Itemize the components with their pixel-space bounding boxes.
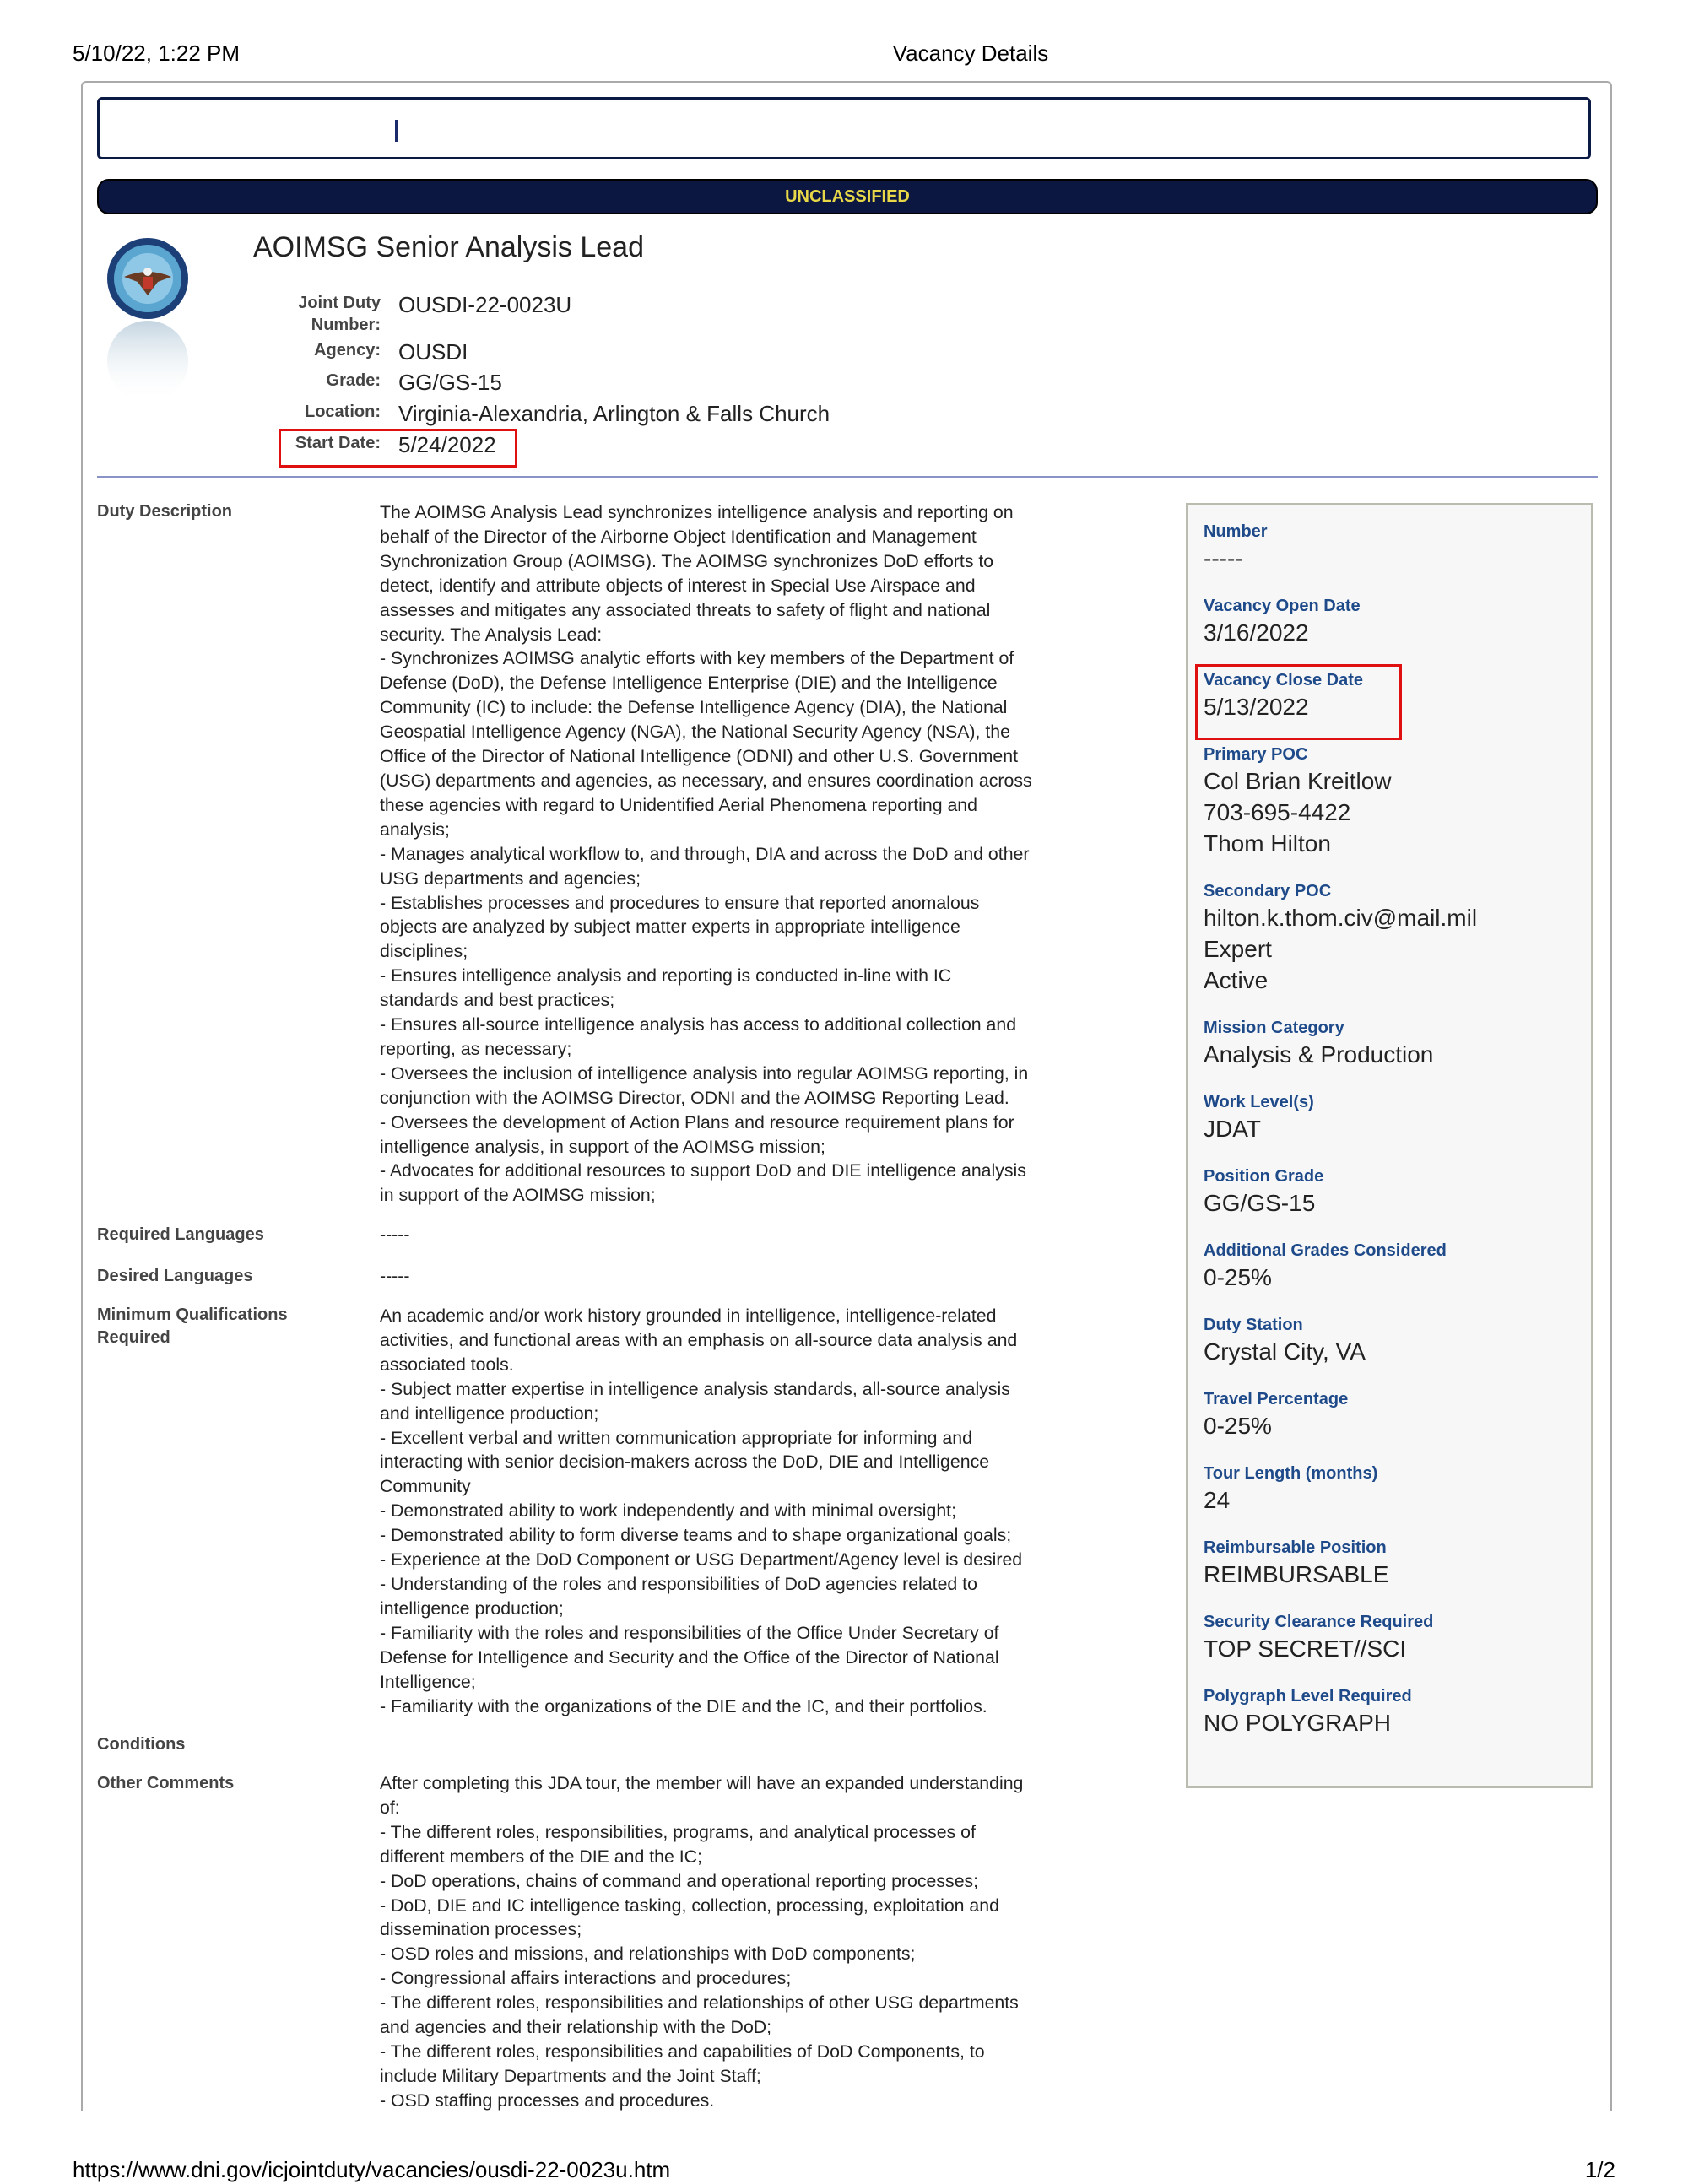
panel-open-date	[1204, 595, 1591, 648]
required-languages-label: Required Languages	[97, 1225, 264, 1244]
panel-value: 5/13/2022	[1204, 694, 1309, 720]
field-value: Virginia-Alexandria, Arlington & Falls Church	[398, 401, 830, 426]
panel-value: hilton.k.thom.civ@mail.mil Expert Active	[1204, 905, 1478, 993]
panel-label: Position Grade	[1204, 1167, 1324, 1186]
duty-description-text: The AOIMSG Analysis Lead synchronizes intelligence analysis and reporting on behalf of the Director of the Airborne Object Identification and Management Synchronization Group (AOIMSG). The AOIMSG synchronizes DoD efforts to detect, identify and attribute objects of interest in Special Use Airspace and assesses and mitigates any associated threats to safety of flight and national security. The Analysis Lead: - Synchronizes AOIMSG analytic efforts with key members of the Department of Defense (DoD), the Defense Intelligence Enterprise (DIE) and the Intelligence Community (IC) to include: the Defense Intelligence Agency (DIA), the National Geospatial Intelligence Agency (NGA), the National Security Agency (NSA), the Office of the Director of National Intelligence (ODNI) and other U.S. Government (USG) departments and agencies, as necessary, and ensures coordination across these agencies with regard to Unidentified Aerial Phenomena reporting and analysis; - Manages analytical workflow to, and through, DIA and across the DoD and other USG departments and agencies; - Establishes processes and procedures to ensure that reported anomalous objects are analyzed by subject matter experts in appropriate intelligence disciplines; - Ensures intelligence analysis and reporting is conducted in-line with IC standards and best practices; - Ensures all-source intelligence analysis has access to additional collection and reporting, as necessary; - Oversees the inclusion of intelligence analysis into regular AOIMSG reporting, in conjunction with the AOIMSG Director, ODNI and the AOIMSG Reporting Lead. - Oversees the development of Action Plans and resource requirement plans for intelligence analysis, in support of the AOIMSG mission; - Advocates for additional resources to support DoD and DIE intelligence analysis in support of the AOIMSG mission;	[380, 502, 1032, 1206]
other-comments-text: After completing this JDA tour, the member will have an expanded understanding of: - The different roles, responsibilities, programs, and analytical processes of different members of the DIE and the IC; - DoD operations, chains of command and operational reporting processes; - DoD, DIE and IC intelligence tasking, collection, processing, exploitation and dissemination processes; - OSD roles and missions, and relationships with DoD components; - Congressional affairs interactions and procedures; - The different roles, responsibilities and relationships of other USG departments and agencies and their relationship with the DoD; - The different roles, responsibilities and capabilities of DoD Components, to include Military Departments and the Joint Staff; - OSD staffing processes and procedures.	[380, 1773, 1024, 2111]
job-title: AOIMSG Senior Analysis Lead	[253, 231, 645, 263]
desired-languages-label: Desired Languages	[97, 1267, 253, 1285]
panel-value: Analysis & Production	[1204, 1041, 1434, 1068]
panel-value: TOP SECRET//SCI	[1204, 1635, 1407, 1662]
classification-banner: UNCLASSIFIED	[97, 179, 1598, 214]
panel-label: Reimbursable Position	[1204, 1538, 1387, 1557]
panel-value: NO POLYGRAPH	[1204, 1710, 1391, 1736]
panel-label: Vacancy Close Date	[1204, 671, 1363, 689]
panel-value: 24	[1204, 1487, 1231, 1513]
field-label: Agency:	[314, 341, 381, 359]
other-comments-label: Other Comments	[97, 1774, 235, 1792]
field-label: Start Date:	[295, 434, 381, 452]
panel-additional-grades	[1204, 1240, 1591, 1293]
minimum-qualifications-label: Minimum Qualifications Required	[97, 1306, 288, 1347]
panel-tour-length	[1204, 1462, 1591, 1516]
panel-label: Vacancy Open Date	[1204, 597, 1361, 615]
panel-label: Secondary POC	[1204, 882, 1332, 900]
panel-value: GG/GS-15	[1204, 1190, 1316, 1216]
field-label: Location:	[305, 403, 381, 421]
panel-security-clearance	[1204, 1611, 1591, 1664]
print-title: Vacancy Details	[892, 41, 1049, 66]
panel-label: Travel Percentage	[1204, 1390, 1349, 1408]
panel-value: Crystal City, VA	[1204, 1338, 1366, 1365]
panel-label: Mission Category	[1204, 1019, 1344, 1037]
field-label: Joint Duty Number:	[298, 294, 381, 334]
panel-polygraph	[1204, 1685, 1591, 1738]
panel-reimbursable	[1204, 1537, 1591, 1590]
panel-label: Polygraph Level Required	[1204, 1687, 1412, 1706]
page-frame	[81, 81, 1612, 2111]
panel-value: JDAT	[1204, 1116, 1261, 1142]
panel-secondary-poc	[1204, 880, 1591, 996]
panel-work-levels	[1204, 1091, 1591, 1144]
field-value: OUSDI-22-0023U	[398, 292, 572, 317]
panel-label: Tour Length (months)	[1204, 1464, 1378, 1483]
panel-label: Work Level(s)	[1204, 1093, 1314, 1111]
panel-value: -----	[1204, 545, 1243, 571]
panel-position-grade	[1204, 1165, 1591, 1219]
field-value: 5/24/2022	[398, 432, 496, 457]
text-caret	[395, 120, 398, 142]
field-value: GG/GS-15	[398, 370, 502, 395]
panel-label: Additional Grades Considered	[1204, 1241, 1447, 1260]
search-input[interactable]	[97, 97, 1591, 159]
print-footer-url: https://www.dni.gov/icjointduty/vacancies/ousdi-22-0023u.htm	[73, 2157, 671, 2182]
panel-primary-poc	[1204, 743, 1591, 859]
desired-languages-value: -----	[380, 1266, 410, 1286]
panel-value: 0-25%	[1204, 1264, 1272, 1290]
panel-label: Primary POC	[1204, 745, 1308, 764]
close-date-highlight	[1195, 664, 1402, 740]
panel-value: 0-25%	[1204, 1413, 1272, 1439]
required-languages-value: -----	[380, 1224, 410, 1245]
panel-value: Col Brian Kreitlow 703-695-4422 Thom Hilton	[1204, 768, 1392, 857]
panel-close-date	[1204, 669, 1591, 722]
panel-value: 3/16/2022	[1204, 619, 1309, 646]
panel-value: REIMBURSABLE	[1204, 1561, 1389, 1587]
conditions-label: Conditions	[97, 1735, 186, 1754]
start-date-highlight	[279, 429, 517, 468]
minimum-qualifications-text: An academic and/or work history grounded in intelligence, intelligence-related activities, and functional areas with an emphasis on all-source data analysis and associated tools. - Subject matter expertise in intelligence analysis standards, all-source analysis and intelligence production; - Excellent verbal and written communication appropriate for informing and interacting with senior decision-makers across the DoD, DIE and Intelligence Community - Demonstrated ability to work independently and with minimal oversight; - Demonstrated ability to form diverse teams and to shape organizational goals; - Experience at the DoD Component or USG Department/Agency level is desired - Understanding of the roles and responsibilities of DoD agencies related to intelligence production; - Familiarity with the roles and responsibilities of the Office Under Secretary of Defense for Intelligence and Security and the Office of the Director of National Intelligence; - Familiarity with the organizations of the DIE and the IC, and their portfolios.	[380, 1306, 1023, 1716]
panel-number	[1204, 521, 1591, 574]
vacancy-summary-panel	[1186, 503, 1593, 1788]
duty-description-label: Duty Description	[97, 502, 233, 521]
panel-label: Security Clearance Required	[1204, 1613, 1434, 1631]
dod-seal-logo	[106, 235, 190, 403]
panel-mission-category	[1204, 1017, 1591, 1070]
print-datetime: 5/10/22, 1:22 PM	[73, 41, 241, 66]
panel-label: Duty Station	[1204, 1316, 1303, 1334]
field-label: Grade:	[326, 371, 381, 390]
field-value: OUSDI	[398, 339, 468, 365]
panel-travel-percentage	[1204, 1388, 1591, 1441]
print-page-number: 1/2	[1584, 2157, 1615, 2182]
panel-duty-station	[1204, 1314, 1591, 1367]
panel-label: Number	[1204, 522, 1268, 541]
header-divider	[97, 476, 1598, 478]
